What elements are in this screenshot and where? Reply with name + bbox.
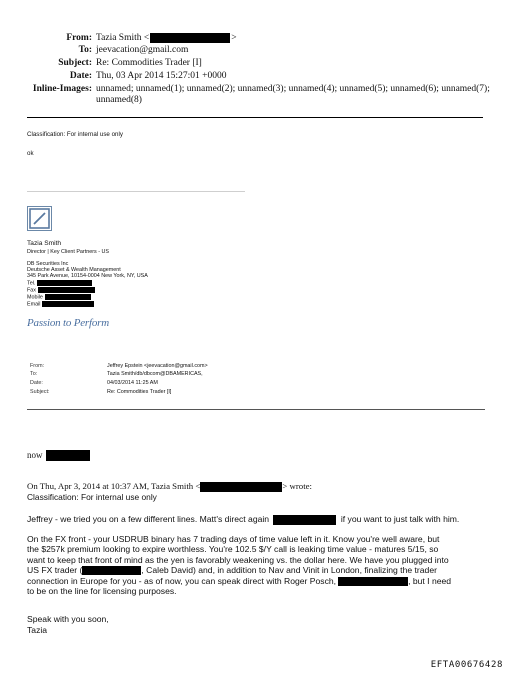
redaction-box [150,33,230,43]
header-divider [27,117,483,118]
quote-p1-start: Jeffrey - we tried you on a few different lines. Matt's direct again [27,514,270,524]
fwd-to-value: Tazia Smith/db/dbcom@DBAMERICAS, [107,371,203,377]
quote-p2-line-4 [27,565,451,575]
quote-p2-line-4-end: , Caleb David) and, in addition to Nav and Vinit in London, finalizing the trader [141,565,437,576]
quote-p2-line-5-start: connection in Europe for you - as of now, you can speak direct with Roger Posch, [27,575,337,586]
quote-p2-line-1: On the FX front - your USDRUB binary has 7 trading days of time value left in it. Know you're well aware, but [27,534,440,544]
signature-divider [27,191,245,192]
header-to-label: To: [78,45,92,55]
fwd-date-value: 04/03/2014 11:25 AM [107,380,158,386]
quote-p1-end: if you want to just talk with him. [340,514,460,524]
signature-tel-label: Tel. [27,280,36,287]
now-text: now [27,450,43,460]
signature-email [27,301,94,308]
signature-company-2: Deutsche Asset & Wealth Management [27,267,121,273]
header-subject-value: Re: Commodities Trader [I] [96,58,202,68]
quote-p2-line-4-start: US FX trader ( [27,565,83,576]
classification-top: Classification: For internal use only [27,131,123,138]
redaction-box [338,577,408,586]
signature-address: 345 Park Avenue, 10154-0004 New York, NY, USA [27,273,148,279]
fwd-from-value: Jeffrey Epstein <jeevacation@gmail.com> [107,363,208,369]
fwd-from-label: From: [30,363,45,369]
deutsche-bank-logo-icon [27,206,52,231]
header-from-tail: > [231,33,237,44]
redaction-box [46,450,90,461]
fwd-subject-label: Subject: [30,389,50,395]
quote-closing-name: Tazia [27,625,48,635]
redaction-box [273,515,336,525]
redaction-box [200,482,282,492]
header-subject-label: Subject: [58,58,92,68]
signature-mobile-label: Mobile [27,294,43,301]
quote-paragraph-1 [27,514,459,525]
signature-fax-label: Fax [27,287,36,294]
redaction-box [82,566,141,575]
header-from-label: From: [66,33,92,43]
header-inline-images-value-1: unnamed; unnamed(1); unnamed(2); unnamed(3); unnamed(4); unnamed(5); unnamed(6); unnamed(7); [96,84,490,94]
signature-company-1: DB Securities Inc [27,261,69,267]
header-date-value: Thu, 03 Apr 2014 15:27:01 +0000 [96,71,227,81]
redaction-box [45,294,91,300]
header-from-value [96,33,237,44]
quote-intro [27,481,312,492]
signature-name: Tazia Smith [27,240,62,247]
now-line [27,450,90,461]
quote-paragraph-2 [27,534,451,596]
header-from-name: Tazia Smith < [96,33,150,44]
document-id: EFTA00676428 [430,660,503,670]
header-to-value: jeevacation@gmail.com [96,45,189,55]
fwd-to-label: To: [30,371,38,377]
quote-intro-start: On Thu, Apr 3, 2014 at 10:37 AM, Tazia Smith < [27,481,201,491]
redaction-box [38,287,95,293]
signature-email-label: Email [27,301,41,308]
quote-p2-line-5 [27,576,451,586]
forwarded-divider [27,409,485,410]
quote-closing: Speak with you soon, [27,614,109,624]
quote-classification: Classification: For internal use only [27,492,157,502]
quote-p2-line-3: want to keep that front of mind as the yen is favorably weakening vs. the dollar here. We have you plugged into [27,554,449,565]
fwd-date-label: Date: [30,380,43,386]
redaction-box [42,301,94,307]
reply-ok: ok [27,150,34,157]
quote-intro-end: > wrote: [282,481,312,491]
redaction-box [37,280,92,286]
signature-title: Director | Key Client Partners - US [27,249,109,255]
quote-p2-line-5-end: , but I need [408,575,452,586]
signature-slogan: Passion to Perform [27,317,109,329]
quote-p2-line-2: the $257k premium looking to expire worthless. You're 102.5 $/Y call is leaking time value - matures 5/15, so [27,544,439,555]
header-date-label: Date: [69,71,92,81]
quote-p2-line-6: to be on the line for licensing purposes. [27,586,177,597]
header-inline-images-label: Inline-Images: [32,84,92,94]
fwd-subject-value: Re: Commodities Trader [I] [107,389,172,395]
header-inline-images-value-2: unnamed(8) [96,95,142,105]
